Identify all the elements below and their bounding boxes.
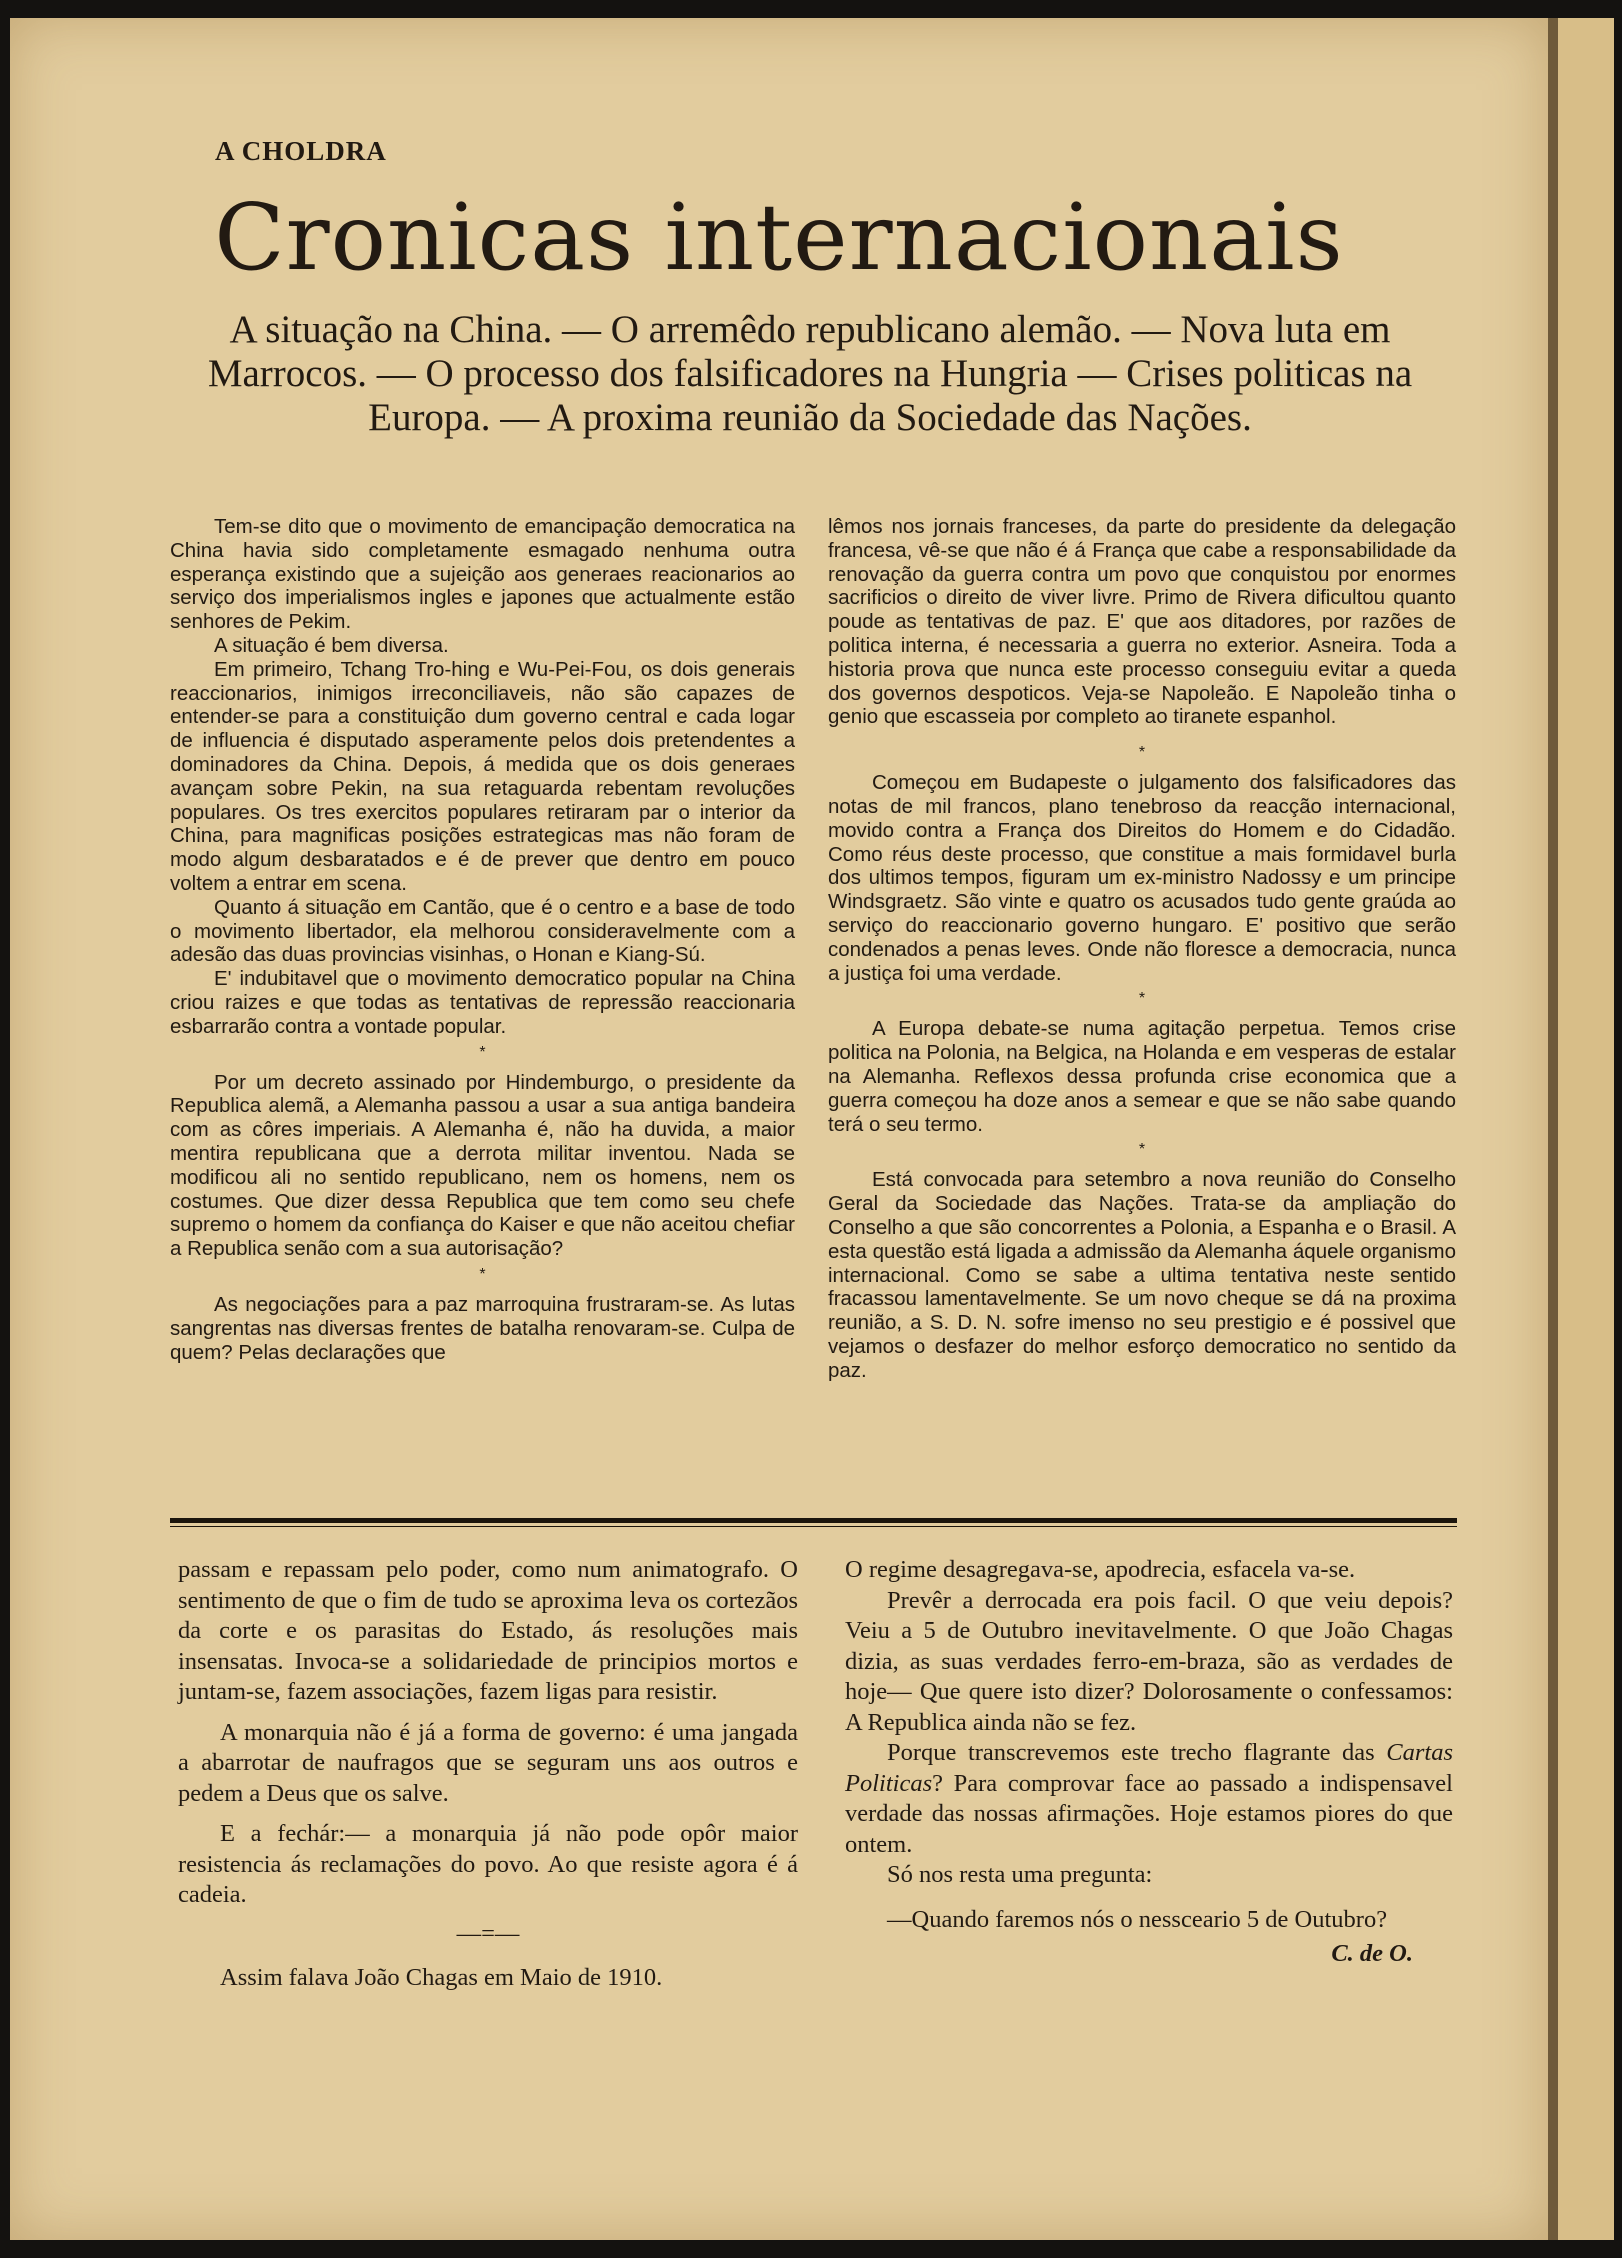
separator: —=— [456, 1919, 520, 1947]
upper-right-column [828, 515, 1456, 1383]
paragraph: passam e repassam pelo poder, como num animatografo. O sentimento de que o fim de tudo se aproxima leva os cortezãos da corte e os parasitas do Estado, ás resoluções mais insensatas. Invoca-se a solidariedade de principios mortos e juntam-se, fazem associações, fazem ligas para resistir. [178, 1556, 798, 1705]
paragraph: A monarquia não é já a forma de governo: é uma jangada a abarrotar de naufragos que se seguram uns aos outros e pedem a Deus que os salve. [178, 1718, 798, 1807]
paragraph: Por um decreto assinado por Hindemburgo, o presidente da Republica alemã, a Alemanha passou a usar a sua antiga bandeira com as côres imperiais. A Alemanha é, não ha duvida, a maior mentira republicana que a derrota militar inventou. Nada se modificou ali no sentido republicano, nem os homens, nem os costumes. Que dizer dessa Republica que tem como seu chefe supremo o homem da confiança do Kaiser e que não aceitou chefiar a Republica senão com a sua autorisação? [170, 1070, 795, 1261]
attribution: Assim falava João Chagas em Maio de 1910. [220, 1964, 663, 1991]
newspaper-page [10, 18, 1548, 2240]
paragraph: As negociações para a paz marroquina frustraram-se. As lutas sangrentas nas diversas frentes de batalha renovaram-se. Culpa de quem? Pelas declarações que [170, 1292, 795, 1364]
adjacent-page-edge [1558, 18, 1614, 2240]
paragraph: Quanto á situação em Cantão, que é o centro e a base de todo o movimento libertador, ela melhorou consideravelmente com a adesão das duas provincias visinhas, o Honan e Kiang-Sú. [170, 895, 795, 967]
section-divider [170, 1518, 1457, 1527]
paragraph: Tem-se dito que o movimento de emancipação democratica na China havia sido completamente esmagado nenhuma outra esperança existindo que a sujeição aos generaes reacionarios ao serviço dos imperialismos ingles e japones que actualmente estão senhores de Pekim. [170, 515, 795, 634]
paragraph: Só nos resta uma pregunta: [887, 1861, 1153, 1888]
paragraph: Está convocada para setembro a nova reunião do Conselho Geral da Sociedade das Nações. Trata-se da ampliação do Conselho a que são concorrentes a Polonia, a Espanha e o Brasil. A esta questão está ligada a admissão da Alemanha áquele organismo internacional. Como se sabe a ultima tentativa neste sentido fracassou lamentavelmente. Se um novo cheque se dá na proxima reunião, a S. D. N. sofre imenso no seu prestigio e é possivel que vejamos o desfazer do melhor esforço democratico no sentido da paz. [828, 1168, 1456, 1382]
page-spine [1548, 18, 1558, 2240]
paragraph: Começou em Budapeste o julgamento dos falsificadores das notas de mil francos, plano tenebroso da reacção internacional, movido contra a França dos Direitos do Homem e do Cidadão. Como réus deste processo, que constitue a mais formidavel burla dos ultimos tempos, figuram um ex-ministro Nadossy e um principe Windsgraetz. São vinte e quatro os acusados tudo gente graúda ao serviço do reaccionario governo hungaro. E' positivo que serão condenados a penas leves. Onde não floresce a democracia, nunca a justiça foi uma verdade. [828, 771, 1456, 985]
text-run: Porque transcrevemos este trecho flagrante das [887, 1739, 1375, 1766]
page-title: Cronicas internacionais [214, 184, 1344, 291]
paragraph: lêmos nos jornais franceses, da parte do presidente da delegação francesa, vê-se que não é á França que cabe a responsabilidade da renovação da guerra contra um povo que conquistou por enormes sacrificios o direito de viver livre. Primo de Rivera dificultou quanto poude as tentativas de paz. E' que aos ditadores, por razões de politica interna, é necessaria a guerra no exterior. Asneira. Toda a historia prova que nunca este processo conseguiu evitar a queda dos governos despoticos. Veja-se Napoleão. E Napoleão tinha o genio que escasseia por completo ao tiranete espanhol. [828, 515, 1456, 729]
subtitle: A situação na China. — O arremêdo republicano alemão. — Nova luta em Marrocos. — O processo dos falsificadores na Hungria — Crises politicas na Europa. — A proxima reunião da Sociedade das Nações. [207, 308, 1413, 439]
paragraph [845, 1738, 1453, 1860]
section-star: * [1138, 1141, 1146, 1159]
paragraph: Prevêr a derrocada era pois facil. O que veiu depois? Veiu a 5 de Outubro inevitavelmente. O que João Chagas dizia, as suas verdades ferro-em-braza, são as verdades de hoje— Que quere isto dizer? Dolorosamente o confessamos: A Republica ainda não se fez. [845, 1586, 1453, 1736]
book-title: Cartas Politicas [845, 1739, 1453, 1797]
section-star: * [1138, 744, 1146, 762]
upper-left-column [170, 515, 795, 1364]
paragraph: A Europa debate-se numa agitação perpetua. Temos crise politica na Polonia, na Belgica, na Holanda e em vesperas de estalar na Alemanha. Reflexos dessa profunda crise economica que a guerra começou ha doze anos a semear e que se não sabe quando terá o seu termo. [828, 1017, 1456, 1136]
lower-right-column [845, 1555, 1453, 1970]
paragraph: E' indubitavel que o movimento democratico popular na China criou raizes e que todas as tentativas de repressão reaccionaria esbarrarão contra a vontade popular. [170, 967, 795, 1038]
section-star: * [479, 1265, 486, 1283]
paragraph: Em primeiro, Tchang Tro-hing e Wu-Pei-Fou, os dois generais reaccionarios, inimigos irreconciliaveis, não são capazes de entender-se para a constituição dum governo central e cada logar de influencia é disputado asperamente pelos dois pretendentes a dominadores da China. Depois, á medida que os dois generaes avançam sobre Pekin, na sua retaguarda rebentam revoluções populares. Os tres exercitos populares retiraram par o interior da China, para magnificas posições estrategicas mas não foram de modo algum desbaratados e é de prever que dentro em pouco voltem a entrar em scena. [170, 657, 795, 895]
paragraph: O regime desagregava-se, apodrecia, esfacela va-se. [845, 1556, 1356, 1583]
paragraph: E a fechár:— a monarquia já não pode opôr maior resistencia ás reclamações do povo. Ao que resiste agora é á cadeia. [178, 1820, 798, 1908]
author-signature: C. de O. [1331, 1940, 1413, 1967]
section-star: * [479, 1043, 486, 1061]
paragraph: A situação é bem diversa. [214, 633, 449, 657]
section-kicker: A CHOLDRA [215, 136, 387, 166]
text-run: ? Para comprovar face ao passado a indispensavel verdade das nossas afirmações. Hoje estamos piores do que ontem. [845, 1769, 1453, 1858]
section-star: * [1138, 990, 1146, 1008]
paragraph: —Quando faremos nós o nessceario 5 de Outubro? [887, 1905, 1388, 1933]
lower-left-column [178, 1555, 798, 1994]
